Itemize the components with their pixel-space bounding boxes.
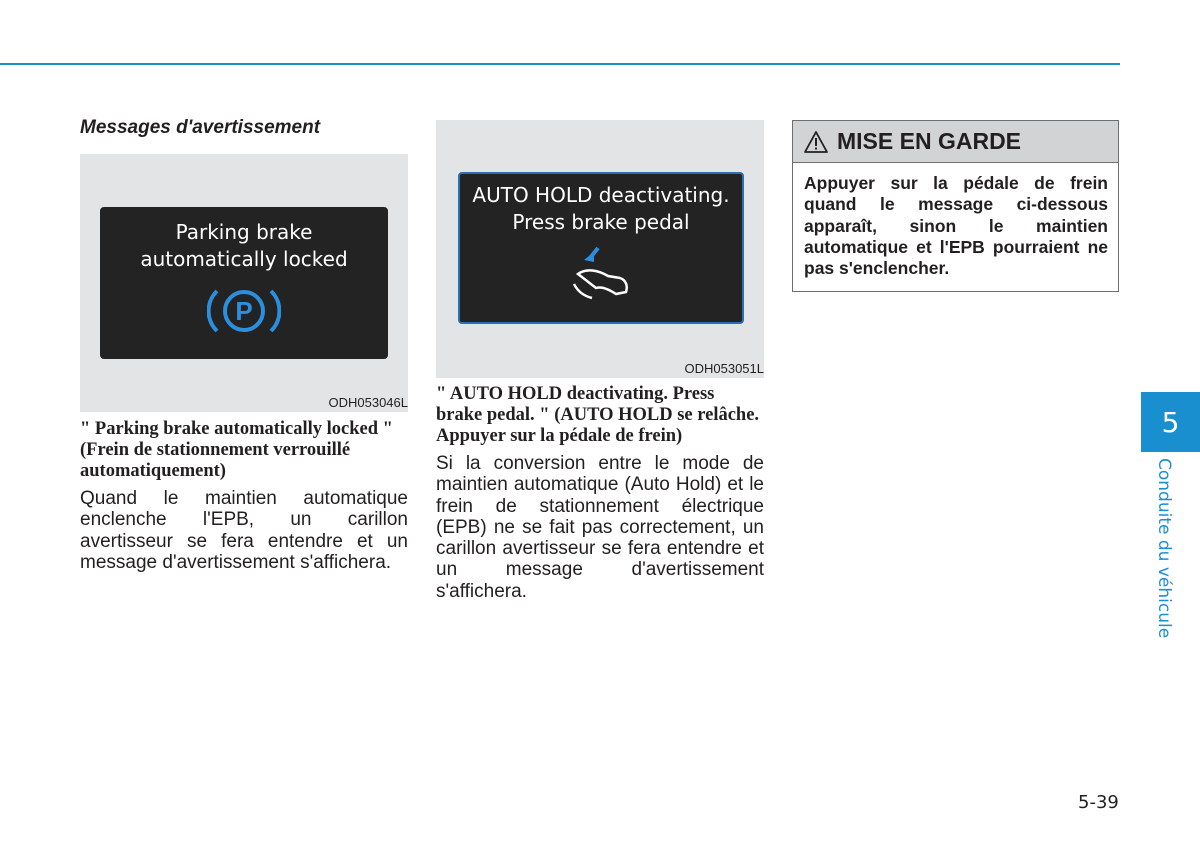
display-line: Press brake pedal: [512, 210, 690, 234]
parking-brake-p-icon: [207, 285, 281, 337]
auto-hold-figure: [436, 120, 764, 378]
cluster-display: [100, 207, 388, 359]
auto-hold-description: [436, 384, 764, 602]
chapter-title: Conduite du véhicule: [1154, 458, 1174, 639]
cluster-display: [458, 172, 744, 324]
parking-brake-figure: [80, 154, 408, 412]
display-message: [100, 219, 388, 273]
chapter-number-tab: 5: [1141, 392, 1200, 452]
caution-box: [792, 120, 1119, 292]
caution-title: MISE EN GARDE: [837, 128, 1022, 154]
message-title: " Parking brake automatically locked " (Frein de stationnement verrouillé automatiquement): [80, 419, 393, 481]
display-line: Parking brake: [175, 220, 313, 244]
caution-header: [793, 121, 1118, 163]
svg-text:P: P: [235, 296, 253, 326]
top-rule: [0, 63, 1120, 65]
display-line: automatically locked: [140, 247, 348, 271]
brake-pedal-foot-icon: [568, 244, 638, 304]
message-body: Si la conversion entre le mode de maintien automatique (Auto Hold) et le frein de stationnement électrique (EPB) ne se fait pas correctement, un carillon avertisseur se fera entendre et un message d'avertissement s'affichera.: [436, 453, 764, 602]
figure-code: ODH053046L: [328, 395, 408, 410]
parking-brake-description: [80, 419, 408, 573]
page-number: 5-39: [1078, 792, 1119, 813]
figure-code: ODH053051L: [684, 361, 764, 376]
message-body: Quand le maintien automatique enclenche l'EPB, un carillon avertisseur se fera entendre et un message d'avertissement s'affichera.: [80, 488, 408, 573]
message-title: " AUTO HOLD deactivating. Press brake pedal. " (AUTO HOLD se relâche. Appuyer sur la pédale de frein): [436, 384, 760, 446]
display-line: AUTO HOLD deactivating.: [472, 183, 730, 207]
display-message: [460, 182, 742, 236]
warning-triangle-icon: [803, 130, 829, 154]
caution-text: Appuyer sur la pédale de frein quand le message ci-dessous apparaît, sinon le maintien automatique et l'EPB pourraient ne pas s'enclencher.: [804, 173, 1108, 279]
section-heading: Messages d'avertissement: [80, 117, 321, 138]
